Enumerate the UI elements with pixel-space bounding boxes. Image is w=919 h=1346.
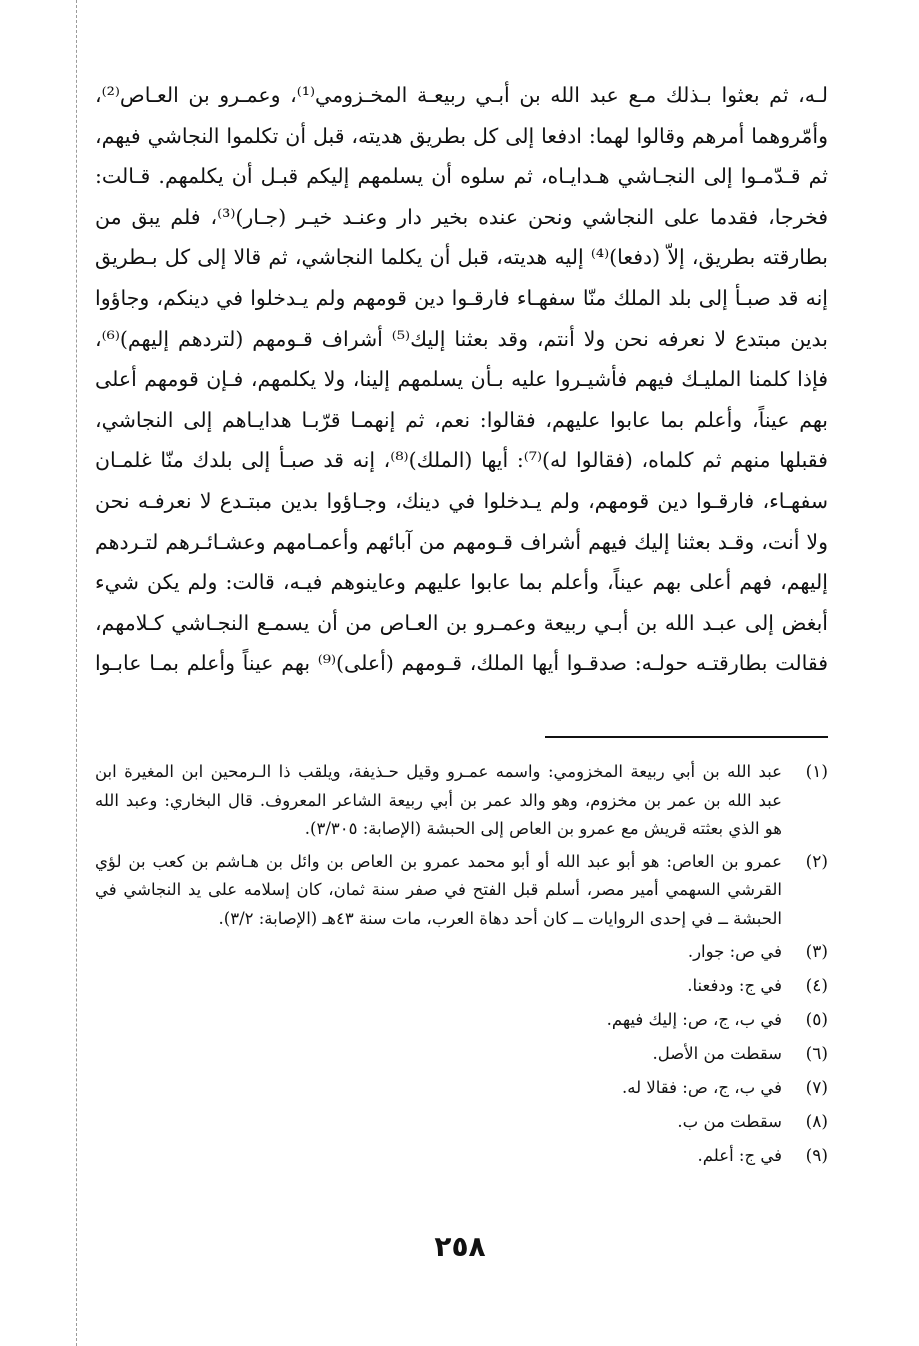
footnote-7 (95, 1073, 828, 1103)
body-line: ولا أنت، وقـد بعثنا إليك فيهم أشراف قـومهم من آبائهم وأعمـامهم وعشـائـرهم لتـردهم (95, 529, 828, 554)
footnote-line: هو الذي بعثته قريش مع عمرو بن العاص إلى الحبشة (الإصابة: ٣/٣٠٥). (304, 819, 782, 838)
footnote-line: في ص: جوار. (687, 942, 782, 961)
footnote-number: (٤) (805, 976, 828, 996)
body-line: سفهـاء، فارقـوا دين قومهم، ولم يـدخلوا في دينك، وجـاؤوا بدين مبتـدع لا نعرفـه نحن (95, 488, 828, 513)
footnote-separator (545, 736, 828, 738)
body-line: ثم قـدّمـوا إلى النجـاشي هـدايـاه، ثم سلوه أن يسلمهم إليكم قبـل أن يكلمهم. قـالت: (95, 164, 828, 189)
footnote-number: (١) (805, 762, 828, 782)
footnote-number: (٣) (805, 942, 828, 962)
footnote-6 (95, 1039, 828, 1069)
footnote-number: (٥) (805, 1010, 828, 1030)
footnote-line: عبد الله بن أبي ربيعة المخزومي: واسمه عمـرو وقيل حـذيفة، ويلقب ذا الـرمحين ابن المغيرة ابن (95, 762, 782, 781)
body-line: وأمّروهما أمرهم وقالوا لهما: ادفعا إلى كل بطريق هديته، قبل أن تكلموا النجاشي فيهم، (95, 123, 828, 148)
footnote-line: القرشي السهمي أمير مصر، أسلم قبل الفتح في صفر سنة ثمان، كان إسلامه على يد النجاشي في (95, 880, 782, 899)
footnote-2 (95, 848, 828, 934)
footnote-number: (٧) (805, 1078, 828, 1098)
footnotes (95, 758, 828, 1175)
footnote-number: (٦) (805, 1044, 828, 1064)
body-line: إليهم، فهم أعلى بهم عيناً، وأعلم بما عابوا عليهم وعاينوهم فيـه، قالت: ولم يكن شيء (95, 570, 828, 595)
page-number: ٢٥٨ (434, 1230, 486, 1263)
body-line: بطارقته بطريق، إلاّ (دفعا)⁽⁴⁾ إليه هديته، قبل أن يكلما النجاشي، ثم قالا إلى كل بـطريق (95, 245, 828, 270)
footnote-4 (95, 971, 828, 1001)
footnote-line: في ب، ج، ص: إليك فيهم. (606, 1010, 782, 1029)
footnote-line: الحبشة ــ في إحدى الروايات ــ كان أحد دهاة العرب، مات سنة ٤٣هـ (الإصابة: ٣/٢). (218, 908, 782, 928)
body-line: إنه قد صبـأ إلى بلد الملك منّا سفهـاء فارقـوا دين قومهم ولم يـدخلوا في دينكم، وجاؤوا (95, 285, 828, 310)
footnote-line: سقطت من ب. (677, 1112, 782, 1131)
footnote-number: (٨) (805, 1112, 828, 1132)
body-line: فقبلها منهم ثم كلماه، (فقالوا له)⁽⁷⁾: أيها (الملك)⁽⁸⁾، إنه قد صبـأ إلى بلدك منّا غلمـان (95, 448, 828, 473)
footnote-line: في ب، ج، ص: فقالا له. (622, 1078, 782, 1097)
footnote-1 (95, 758, 828, 844)
footnote-9 (95, 1141, 828, 1171)
footnote-line: في ج: ودفعنا. (687, 976, 782, 995)
body-line: بهم عيناً، وأعلم بما عابوا عليهم، فقالوا: نعم، ثم إنهمـا قرّبـا هدايـاهم إلى النجاشي، (95, 407, 828, 432)
body-line: فإذا كلمنا المليـك فيهم فأشيـروا عليه بـأن يسلمهم إلينا، ولا يكلمهم، فـإن قومهم أعلى (95, 367, 828, 392)
footnote-number: (٩) (805, 1146, 828, 1166)
footnote-line: سقطت من الأصل. (652, 1044, 782, 1063)
page-edge-dashed-line (76, 0, 77, 1346)
body-line: فقالت بطارقتـه حولـه: صدقـوا أيها الملك، قـومهم (أعلى)⁽⁹⁾ بهم عيناً وأعلم بمـا عابـوا (95, 651, 828, 676)
footnote-line: عبد الله بن عمر بن مخزوم، وهو والد عمر بن أبي ربيعة الشاعر المعروف. قال البخاري: وعبد الله (95, 790, 782, 810)
footnote-5 (95, 1005, 828, 1035)
footnote-line: عمرو بن العاص: هو أبو عبد الله أو أبو محمد عمرو بن العاص بن وائل بن هـاشم بن كعب بن لؤي (95, 851, 782, 871)
footnote-3 (95, 937, 828, 967)
footnote-line: في ج: أعلم. (697, 1146, 782, 1165)
main-body-text (95, 75, 828, 684)
footnote-number: (٢) (805, 851, 828, 872)
body-line: أبغض إلى عبـد الله بن أبـي ربيعة وعمـرو بن العـاص من أن يسمـع النجـاشي كـلامهم، (95, 610, 828, 635)
footnote-8 (95, 1107, 828, 1137)
body-line: فخرجا، فقدما على النجاشي ونحن عنده بخير دار وعنـد خيـر (جـار)⁽³⁾، فلم يبق من (95, 204, 828, 229)
body-line: لـه، ثم بعثوا بـذلك مـع عبد الله بن أبـي ربيعـة المخـزومي⁽¹⁾، وعمـرو بن العـاص⁽²⁾، (95, 83, 828, 107)
body-line: بدين مبتدع لا نعرفه نحن ولا أنتم، وقد بعثنا إليك⁽⁵⁾ أشراف قـومهم (لتردهم إليهم)⁽⁶⁾، (95, 326, 828, 351)
